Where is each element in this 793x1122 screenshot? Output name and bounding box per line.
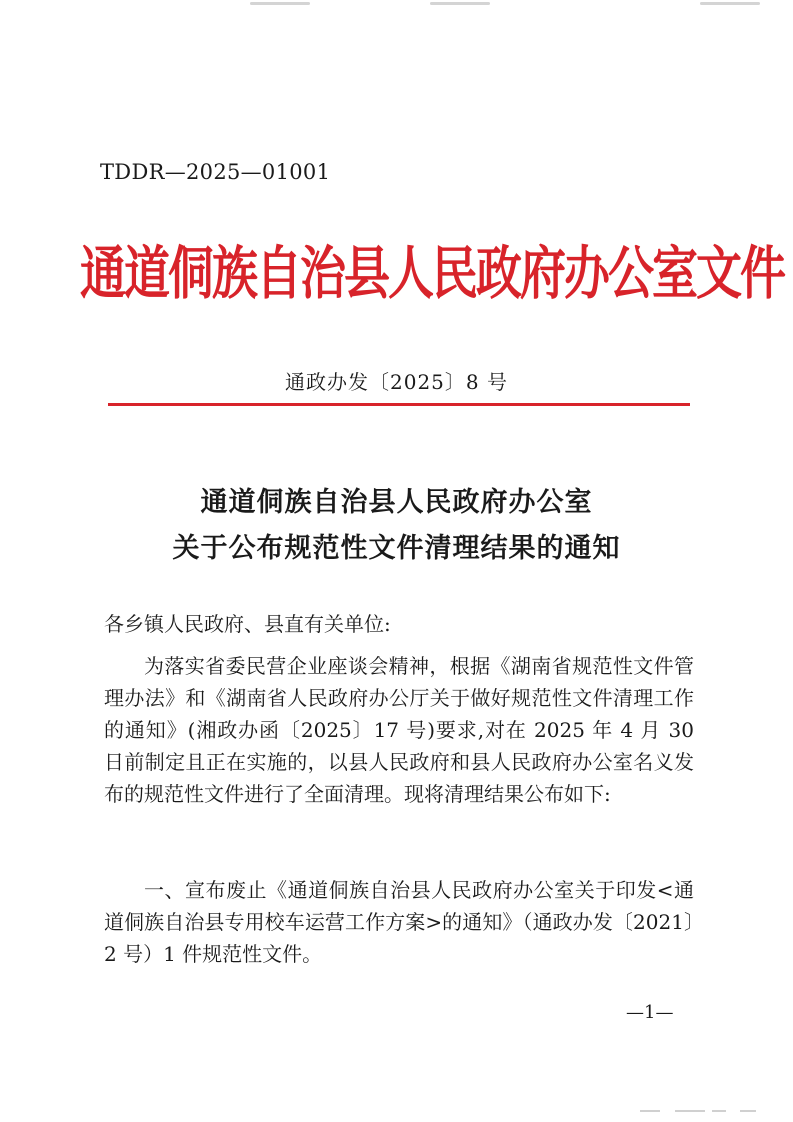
document-number: 通政办发〔2025〕8 号 <box>285 370 508 394</box>
scan-artifact <box>740 1110 756 1112</box>
body-paragraph-1: 为落实省委民营企业座谈会精神，根据《湖南省规范性文件管理办法》和《湖南省人民政府办公厅关于做好规范性文件清理工作的通知》(湘政办函〔2025〕17 号)要求,对在 2025 年 4 月 30 日前制定且正在实施的，以县人民政府和县人民政府办公室名义发布的规范性文件进行了全面清理。现将清理结果公布如下: <box>104 654 694 806</box>
scan-artifact <box>250 2 310 5</box>
document-code: TDDR—2025—01001 <box>100 160 331 184</box>
document-title-line-1: 通道侗族自治县人民政府办公室 <box>200 487 593 518</box>
scan-artifact <box>712 1110 726 1112</box>
document-title-line-2: 关于公布规范性文件清理结果的通知 <box>172 533 621 564</box>
addressee: 各乡镇人民政府、县直有关单位: <box>104 612 391 636</box>
body-paragraph-2: 一、宣布废止《通道侗族自治县人民政府办公室关于印发<通道侗族自治县专用校车运营工作方案>的通知》（通政办发〔2021〕2 号）1 件规范性文件。 <box>104 878 694 966</box>
red-separator-line <box>108 403 690 406</box>
scan-artifact <box>700 2 760 5</box>
page-number: —1— <box>626 1002 674 1023</box>
scan-artifact <box>430 2 490 5</box>
scan-artifact <box>675 1110 705 1112</box>
scan-artifact <box>640 1110 660 1112</box>
issuing-organization-header: 通道侗族自治县人民政府办公室文件 <box>80 239 784 307</box>
